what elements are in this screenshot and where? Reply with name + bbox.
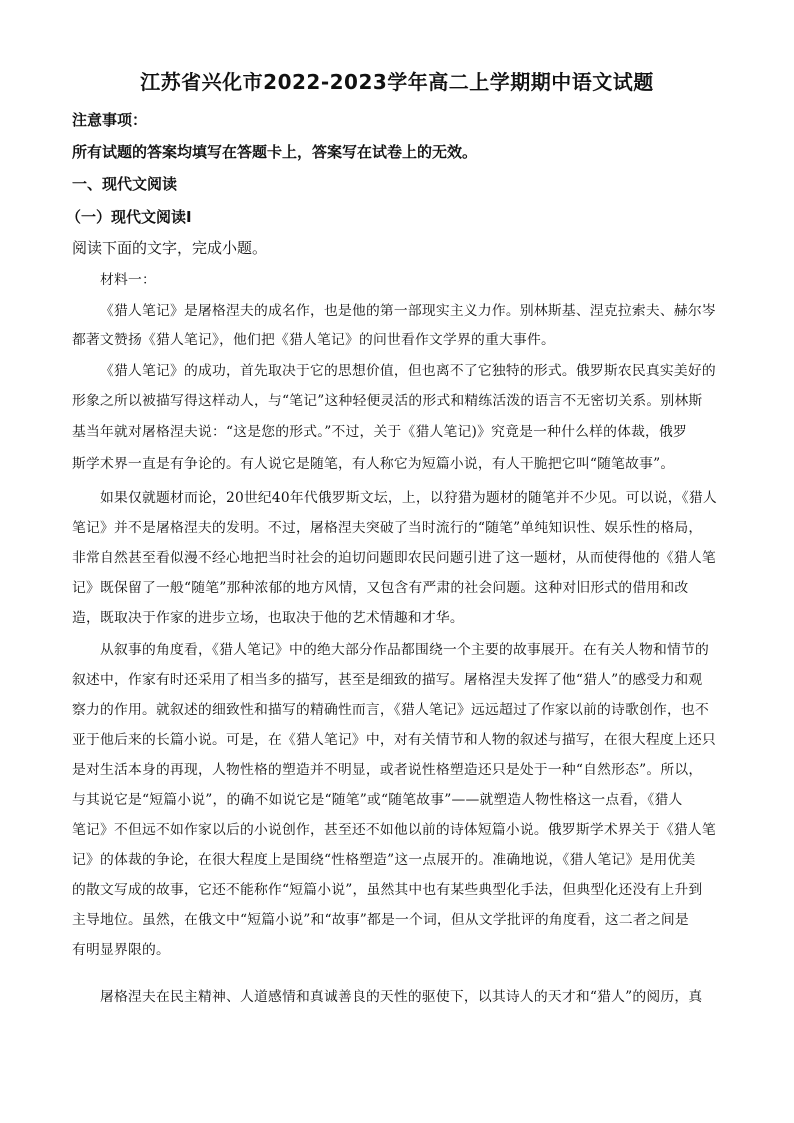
passage-line: 形象之所以被描写得这样动人，与“笔记”这种轻便灵活的形式和精练活泼的语言不无密切关系。别林斯: [72, 393, 703, 409]
passage-line: 记》既保留了一般“随笔”那种浓郁的地方风情，又包含有严肃的社会问题。这种对旧形式的借用和改: [72, 580, 689, 596]
reading-instruction: 阅读下面的文字，完成小题。: [72, 239, 268, 257]
passage-line: 笔记》并不是屠格涅夫的发明。不过，屠格涅夫突破了当时流行的“随笔”单纯知识性、娱乐性的格局，: [72, 520, 703, 536]
passage-line: 亚于他后来的长篇小说。可是，在《猎人笔记》中，对有关情节和人物的叙述与描写，在很大程度上还只: [72, 732, 716, 748]
subsection-heading: （一）现代文阅读Ⅰ: [66, 208, 192, 226]
passage-line: 屠格涅夫在民主精神、人道感情和真诚善良的天性的驱使下，以其诗人的天才和“猎人”的阅历，真: [100, 989, 703, 1005]
material-label: 材料一：: [100, 272, 156, 288]
passage-line: 主导地位。虽然，在俄文中“短篇小说”和“故事”都是一个词，但从文学批评的角度看，这二者之间是: [72, 912, 689, 928]
section-heading: 一、现代文阅读: [72, 175, 178, 193]
passage-line: 从叙事的角度看，《猎人笔记》中的绝大部分作品都围绕一个主要的故事展开。在有关人物和情节的: [100, 642, 709, 658]
passage-line: 是对生活本身的再现，人物性格的塑造并不明显，或者说性格塑造还只是处于一种“自然形态”。所以，: [72, 762, 703, 778]
page-title: 江苏省兴化市2022-2023学年高二上学期期中语文试题: [140, 70, 654, 94]
passage-line: 基当年就对屠格涅夫说：“这是您的形式。”不过，关于《猎人笔记)》究竟是一种什么样的体裁，俄罗: [72, 424, 688, 440]
passage-line: 察力的作用。就叙述的细致性和描写的精确性而言，《猎人笔记》远远超过了作家以前的诗歌创作，也不: [72, 702, 709, 718]
passage-line: 都著文赞扬《猎人笔记》，他们把《猎人笔记》的问世看作文学界的重大事件。: [72, 332, 555, 348]
passage-line: 斯学术界一直是有争论的。有人说它是随笔，有人称它为短篇小说，有人干脆把它叫“随笔故事”。: [72, 456, 675, 472]
passage-line: 笔记》不但远不如作家以后的小说创作，甚至还不如他以前的诗体短篇小说。俄罗斯学术界关于《猎人笔: [72, 822, 716, 838]
passage-line: 非常自然甚至看似漫不经心地把当时社会的迫切问题即农民问题引进了这一题材，从而使得他的《猎人笔: [72, 550, 716, 566]
notice-heading: 注意事项：: [72, 111, 148, 129]
passage-line: 与其说它是“短篇小说”，的确不如说它是“随笔”或“随笔故事”——就塑造人物性格这一点看，《猎人: [72, 792, 683, 808]
passage-line: 《猎人笔记》的成功，首先取决于它的思想价值，但也离不了它独特的形式。俄罗斯农民真实美好的: [100, 363, 716, 379]
passage-line: 的散文写成的故事，它还不能称作“短篇小说”，虽然其中也有某些典型化手法，但典型化还没有上升到: [72, 882, 703, 898]
passage-line: 《猎人笔记》是屠格涅夫的成名作，也是他的第一部现实主义力作。别林斯基、涅克拉索夫、赫尔岑: [100, 303, 716, 319]
passage-line: 有明显界限的。: [72, 942, 170, 958]
passage-line: 造，既取决于作家的进步立场，也取决于他的艺术情趣和才华。: [72, 610, 464, 626]
notice-text: 所有试题的答案均填写在答题卡上，答案写在试卷上的无效。: [72, 143, 478, 161]
passage-line: 如果仅就题材而论，20世纪40年代俄罗斯文坛，上，以狩猎为题材的随笔并不少见。可以说，《猎人: [100, 490, 717, 506]
passage-line: 叙述中，作家有时还采用了相当多的描写，甚至是细致的描写。屠格涅夫发挥了他“猎人”的感受力和观: [72, 672, 703, 688]
passage-line: 记》的体裁的争论，在很大程度上是围绕“性格塑造”这一点展开的。准确地说，《猎人笔记》是用优美: [72, 852, 696, 868]
